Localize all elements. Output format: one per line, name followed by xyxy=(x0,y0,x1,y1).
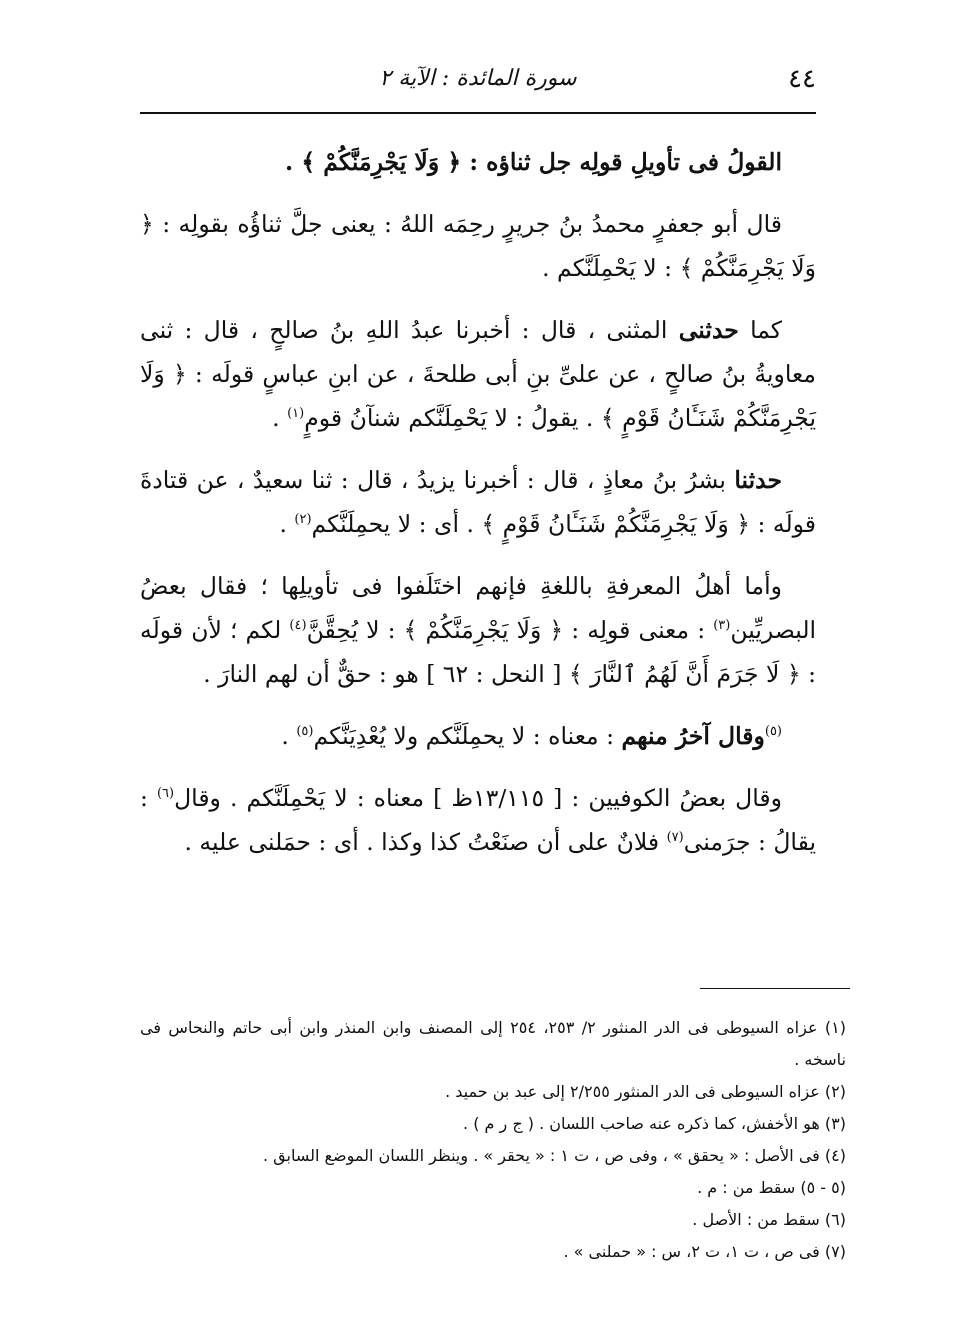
section-heading: القولُ فى تأويلِ قولِه جل ثناؤه : ﴿ وَلَا يَجْرِمَنَّكُمْ ﴾ . xyxy=(284,148,782,176)
paragraph-1 xyxy=(140,202,816,290)
paragraph-4-text-a: وأما أهلُ المعرفةِ باللغةِ فإنهم اختَلَفوا فى تأويلِها ؛ فقال بعضُ البصريِّين xyxy=(140,572,817,644)
main-text xyxy=(140,140,816,882)
paragraph-2 xyxy=(140,308,816,440)
footnote-6: (٦) سقط من : الأصل . xyxy=(692,1210,846,1229)
footnote-1: (١) عزاه السيوطى فى الدر المنثور ٢/ ٢٥٣، ٢٥٤ إلى المصنف وابن المنذر وابن أبى حاتم والنحاس فى ناسخه . xyxy=(140,1018,847,1069)
footnote-7: (٧) فى ص ، ت ١، ت ٢، س : « حملنى » . xyxy=(563,1242,846,1261)
footnote-ref-4[interactable]: (٤) xyxy=(289,618,307,634)
footnote-4: (٤) فى الأصل : « يحقق » ، وفى ص ، ت ١ : « يحقر » . وينظر اللسان الموضع السابق . xyxy=(263,1146,846,1165)
page-header xyxy=(140,60,816,104)
footnote-2: (٢) عزاه السيوطى فى الدر المنثور ٢/٢٥٥ إلى عبد بن حميد . xyxy=(445,1082,846,1101)
footnote-ref-6[interactable]: (٦) xyxy=(156,786,175,802)
footnote-5: (٥ - ٥) سقط من : م . xyxy=(697,1178,846,1197)
paragraph-5-text-a: وقال آخرُ منهم xyxy=(621,722,765,750)
footnote-ref-1[interactable]: (١) xyxy=(287,406,305,422)
paragraph-6-text-b: : يقالُ : جرَمنى xyxy=(140,784,816,856)
page-number: ٤٤ xyxy=(788,64,816,94)
footnote-ref-7[interactable]: (٧) xyxy=(666,830,684,846)
paragraph-5 xyxy=(140,714,816,758)
footnote-3: (٣) هو الأخفش، كما ذكره عنه صاحب اللسان . ( ج ر م ) . xyxy=(463,1114,846,1133)
narration-keyword: حدثنا xyxy=(734,466,782,494)
footnote-ref-5-end[interactable]: (٥) xyxy=(296,724,314,740)
paragraph-5-text-b: : معناه : لا يحمِلَنَّكم ولا يُعْدِيَنَّكم xyxy=(313,722,622,750)
paragraph-4 xyxy=(140,564,816,696)
paragraph-3 xyxy=(140,458,816,546)
paragraph-3-text-b: بشرُ بنُ معاذٍ ، قال : أخبرنا يزيدُ ، قال : ثنا سعيدٌ ، عن قتادةَ قولَه : ﴿ وَلَا يَجْرِمَنَّكُمْ شَنَـَٔانُ قَوْمٍ ﴾ . أى : لا يحمِلَنَّكم xyxy=(140,466,816,538)
narration-keyword: حدثنى xyxy=(678,316,739,344)
paragraph-4-text-c: لكم ؛ لأن قولَه : ﴿ لَا جَرَمَ أَنَّ لَهُمُ ٱلنَّارَ ﴾ [ النحل : ٦٢ ] هو : حقٌّ أن لهم النارَ . xyxy=(140,616,816,688)
footnote-ref-3[interactable]: (٣) xyxy=(713,618,731,634)
paragraph-2-text-c: المثنى ، قال : أخبرنا عبدُ اللهِ بنُ صالحٍ ، قال : ثنى معاويةُ بنُ صالحٍ ، عن علىِّ بنِ أبى طلحةَ ، عن ابنِ عباسٍ قولَه : ﴿ وَلَا يَجْرِمَنَّكُمْ شَنَـَٔانُ قَوْمٍ ﴾ . يقولُ : لا يَحْمِلَنَّكم شنآنُ قومٍ xyxy=(140,316,816,432)
paragraph-6 xyxy=(140,776,816,864)
footnote-ref-5-start[interactable]: (٥) xyxy=(764,724,782,740)
footnote-ref-2[interactable]: (٢) xyxy=(294,512,312,528)
paragraph-2-text-a: كما xyxy=(738,316,782,344)
paragraph-2-text-d: . xyxy=(272,404,288,432)
footnote-divider xyxy=(700,988,850,989)
paragraph-6-text-c: فلانٌ على أن صنَعْتُ كذا وكذا . أى : حمَلنى عليه . xyxy=(184,828,667,856)
paragraph-5-text-c: . xyxy=(281,722,297,750)
paragraph-1-text: قال أبو جعفرٍ محمدُ بنُ جريرٍ رحِمَه اللهُ : يعنى جلَّ ثناؤُه بقولِه : ﴿ وَلَا يَجْرِمَنَّكُمْ ﴾ : لا يَحْمِلَنَّكم . xyxy=(140,210,816,282)
paragraph-4-text-b: : معنى قولِه : ﴿ وَلَا يَجْرِمَنَّكُمْ ﴾ : لا يُحِقَّنَّ xyxy=(306,616,714,644)
running-title: سورة المائدة : الآية ٢ xyxy=(379,66,577,91)
footnotes xyxy=(140,1012,846,1268)
paragraph-6-text-a: وقال بعضُ الكوفيين : [ ١٣/١١٥ظ ] معناه : لا يَحْمِلَنَّكم . وقال xyxy=(174,784,782,812)
paragraph-3-text-c: . xyxy=(279,510,295,538)
header-rule xyxy=(140,112,816,114)
